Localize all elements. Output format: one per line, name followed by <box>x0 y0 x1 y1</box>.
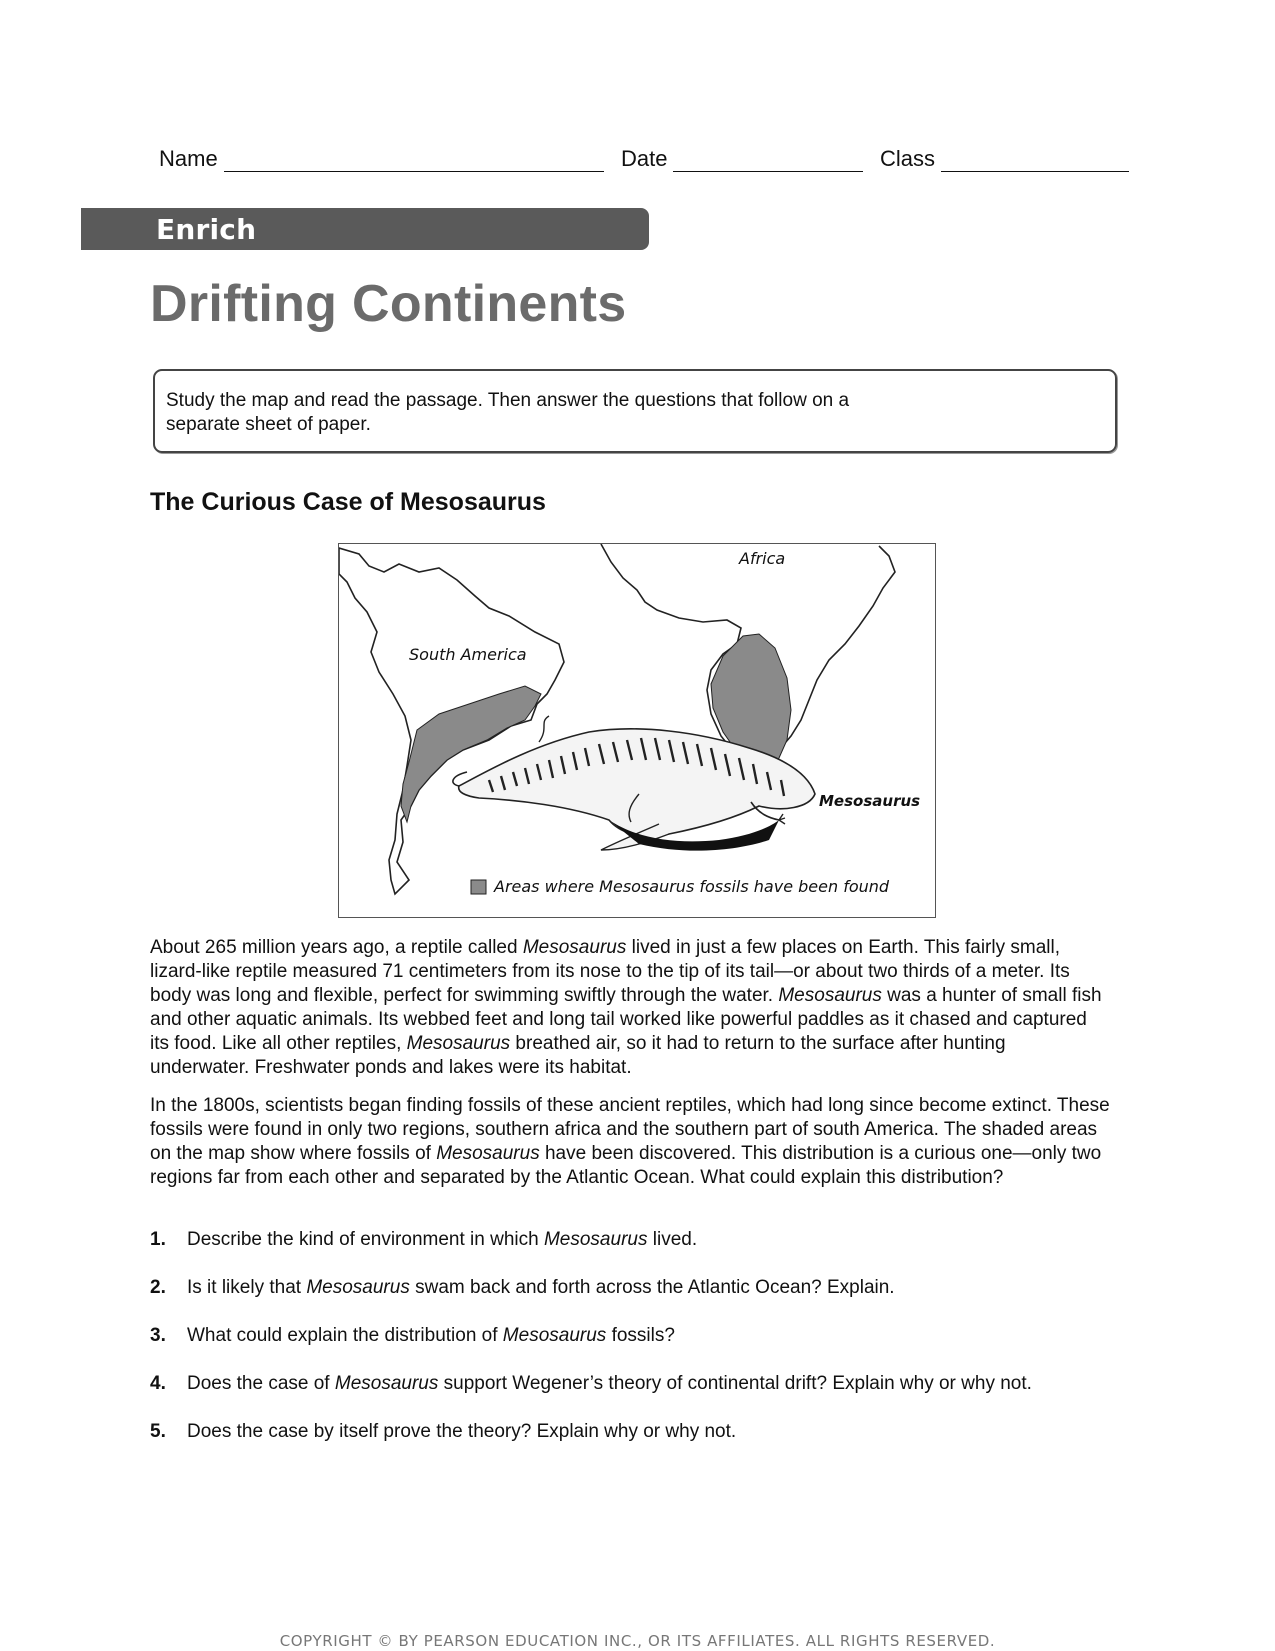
p1-text-b: lived in just a few places on Earth. This fairly small, lizard-like reptile measured 71 centimeters from its nose to the tip of its tail—or about two thirds of a meter. Its body was long and flexible, perfect for swimming swiftly through the water. <box>150 937 1070 1006</box>
label-mesosaurus: Mesosaurus <box>819 792 921 810</box>
instructions-box <box>153 369 1117 453</box>
question-text: Is it likely that Mesosaurus swam back and forth across the Atlantic Ocean? Explain. <box>187 1277 895 1298</box>
copyright-footer: COPYRIGHT © BY PEARSON EDUCATION INC., OR ITS AFFILIATES. ALL RIGHTS RESERVED. <box>279 1632 996 1650</box>
p1-text-c: was a hunter of small fish and other aquatic animals. Its webbed feet and long tail worked like powerful paddles as it chased and captured its food. Like all other reptiles, <box>150 985 1102 1054</box>
question-number: 2. <box>150 1277 166 1298</box>
paragraph-1 <box>150 936 1110 1080</box>
date-line[interactable] <box>673 151 863 172</box>
p2-italic-a: Mesosaurus <box>436 1143 540 1164</box>
mesosaurus-map <box>338 543 936 918</box>
instructions-text: Study the map and read the passage. Then answer the questions that follow on a separate sheet of paper. <box>166 390 850 435</box>
class-field[interactable] <box>880 146 1129 172</box>
question-text: Does the case by itself prove the theory? Explain why or why not. <box>187 1421 737 1442</box>
p1-text-d: breathed air, so it had to return to the surface after hunting underwater. Freshwater ponds and lakes were its habitat. <box>150 1033 1006 1078</box>
question-text: What could explain the distribution of Mesosaurus fossils? <box>187 1325 675 1346</box>
p1-text-a: About 265 million years ago, a reptile called <box>150 937 523 958</box>
question-text: Does the case of Mesosaurus support Wegener’s theory of continental drift? Explain why or why not. <box>187 1373 1032 1394</box>
class-label: Class <box>880 146 936 171</box>
map-graphic <box>339 544 936 918</box>
question-number: 1. <box>150 1229 166 1250</box>
page-title: Drifting Continents <box>150 275 627 333</box>
p1-italic-a: Mesosaurus <box>522 937 627 958</box>
p1-italic-c: Mesosaurus <box>406 1033 511 1054</box>
section-heading: The Curious Case of Mesosaurus <box>150 488 546 516</box>
question-number: 4. <box>150 1373 166 1394</box>
enrich-banner <box>81 208 649 250</box>
label-africa: Africa <box>739 549 786 568</box>
date-field[interactable] <box>621 146 863 172</box>
date-label: Date <box>621 146 668 171</box>
question-number: 5. <box>150 1421 166 1442</box>
paragraph-2 <box>150 1094 1110 1190</box>
name-field[interactable] <box>159 146 604 172</box>
name-line[interactable] <box>224 151 604 172</box>
question-text: Describe the kind of environment in which Mesosaurus lived. <box>187 1229 698 1250</box>
p2-text-b: have been discovered. This distribution is a curious one—only two regions far from each other and separated by the Atlantic Ocean. What could explain this distribution? <box>150 1143 1102 1188</box>
class-line[interactable] <box>941 151 1129 172</box>
name-label: Name <box>159 146 218 171</box>
enrich-label: Enrich <box>156 213 257 246</box>
legend-swatch <box>471 880 486 894</box>
p2-text-a: In the 1800s, scientists began finding fossils of these ancient reptiles, which had long since become extinct. These fossils were found in only two regions, southern africa and the southern part of south America. The shaded areas on the map show where fossils of <box>150 1095 1110 1164</box>
legend-text: Areas where Mesosaurus fossils have been found <box>494 877 890 896</box>
p1-italic-b: Mesosaurus <box>778 985 882 1006</box>
label-south-america: South America <box>409 645 527 664</box>
question-number: 3. <box>150 1325 166 1346</box>
